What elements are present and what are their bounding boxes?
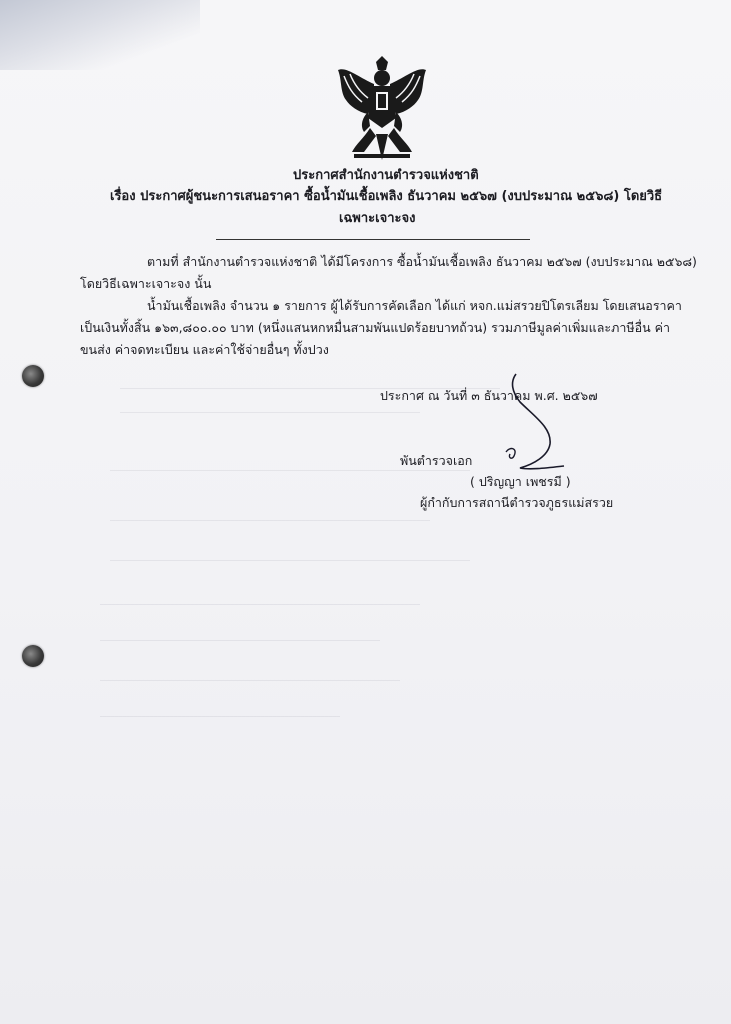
- bleed-through-line: [110, 560, 470, 561]
- body-paragraph2-line2: เป็นเงินทั้งสิ้น ๑๖๓,๘๐๐.๐๐ บาท (หนึ่งแสนหกหมื่นสามพันแปดร้อยบาทถ้วน) รวมภาษีมูลค่าเพิ่มและภาษีอื่น ค่า: [80, 320, 670, 335]
- punch-hole: [22, 645, 44, 667]
- announcement-date: ประกาศ ณ วันที่ ๓ ธันวาคม พ.ศ. ๒๕๖๗: [380, 388, 598, 403]
- garuda-emblem-icon: [332, 56, 432, 164]
- body-paragraph2-line1: น้ำมันเชื้อเพลิง จำนวน ๑ รายการ ผู้ได้รับการคัดเลือก ได้แก่ หจก.แม่สรวยปิโตรเลียม โดยเสนอราคา: [147, 298, 682, 313]
- bleed-through-line: [110, 470, 470, 471]
- bleed-through-line: [110, 520, 430, 521]
- header-divider: [216, 239, 530, 240]
- signer-rank: พันตำรวจเอก: [400, 453, 473, 468]
- bleed-through-line: [100, 640, 380, 641]
- announcement-subject-line2: เฉพาะเจาะจง: [339, 211, 416, 226]
- announcement-subject-line1: เรื่อง ประกาศผู้ชนะการเสนอราคา ซื้อน้ำมันเชื้อเพลิง ธันวาคม ๒๕๖๗ (งบประมาณ ๒๕๖๘) โดยวิธี: [110, 189, 663, 204]
- body-paragraph2-line3: ขนส่ง ค่าจดทะเบียน และค่าใช้จ่ายอื่นๆ ทั้งปวง: [80, 342, 329, 357]
- signer-name: ( ปริญญา เพชรมี ): [470, 474, 571, 489]
- announcement-agency-title: ประกาศสำนักงานตำรวจแห่งชาติ: [293, 168, 479, 183]
- body-paragraph1-line1: ตามที่ สำนักงานตำรวจแห่งชาติ ได้มีโครงการ ซื้อน้ำมันเชื้อเพลิง ธันวาคม ๒๕๖๗ (งบประมาณ ๒๕๖๘): [147, 254, 697, 269]
- bleed-through-line: [100, 680, 400, 681]
- body-paragraph1-line2: โดยวิธีเฉพาะเจาะจง นั้น: [80, 276, 212, 291]
- handwritten-signature: [490, 372, 570, 472]
- bleed-through-line: [100, 604, 420, 605]
- signer-position: ผู้กำกับการสถานีตำรวจภูธรแม่สรวย: [420, 495, 614, 510]
- page-fold-shadow: [0, 0, 200, 70]
- punch-hole: [22, 365, 44, 387]
- bleed-through-line: [120, 412, 420, 413]
- bleed-through-line: [100, 716, 340, 717]
